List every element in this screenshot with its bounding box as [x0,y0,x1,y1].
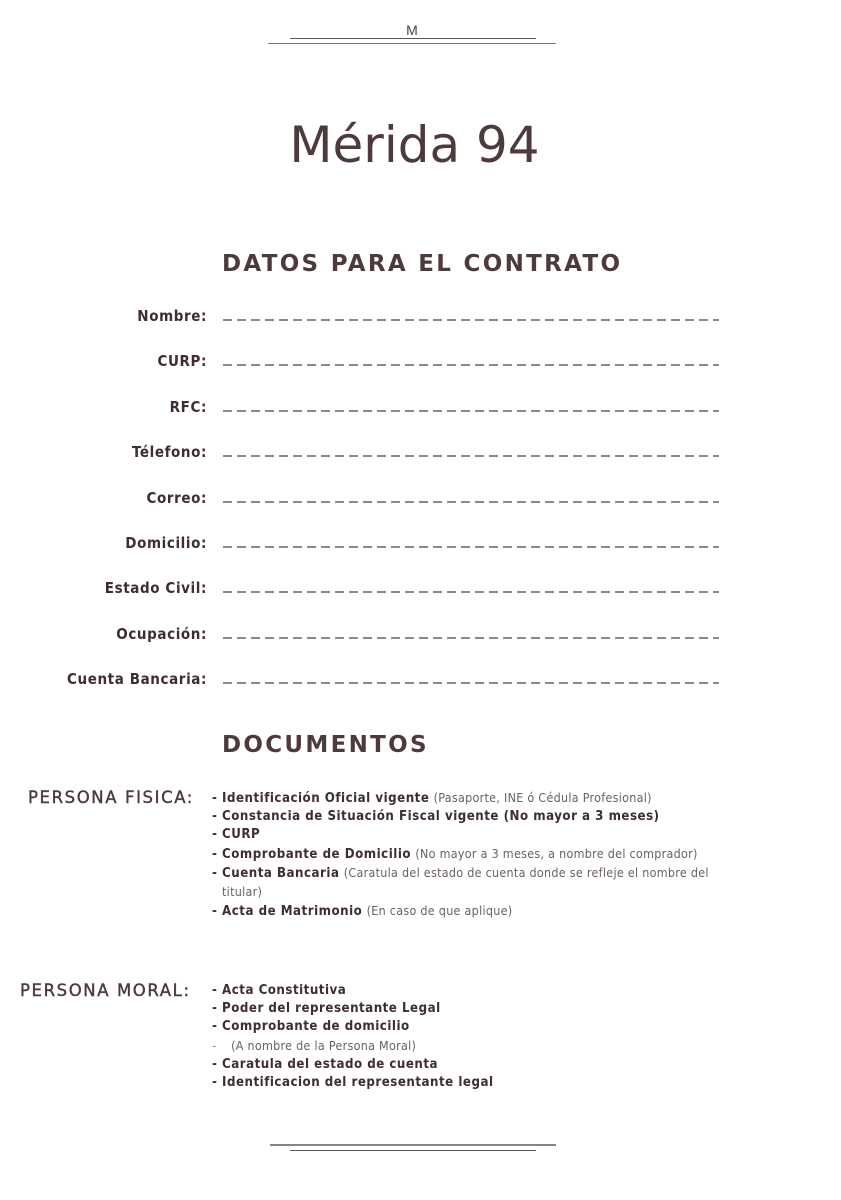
document-item [212,982,732,1000]
document-item [212,1074,732,1092]
ornament-line [290,38,536,39]
field-rfc [0,395,841,419]
field-curp [0,349,841,373]
field-label: Télefono: [132,443,207,461]
document-item [212,808,732,826]
contract-section-heading: DATOS PARA EL CONTRATO [222,251,623,277]
document-item [212,864,732,902]
document-note: (En caso de que aplique) [366,903,513,919]
field-telefono [0,440,841,464]
document-note: (A nombre de la Persona Moral) [231,1037,417,1053]
document-name: - Cuenta Bancaria [212,865,340,881]
document-item [212,789,732,808]
ornament-line [290,1150,536,1151]
bottom-ornament [270,1143,558,1155]
document-note: (No mayor a 3 meses, a nombre del comprador) [415,845,698,861]
document-item [212,1056,732,1074]
document-note: (Pasaporte, INE ó Cédula Profesional) [433,790,652,805]
cuenta-bancaria-field[interactable] [223,682,719,684]
domicilio-field[interactable] [223,546,719,548]
document-name: - CURP [212,827,261,843]
document-name: - Acta Constitutiva [212,983,347,998]
field-nombre [0,304,841,328]
rfc-field[interactable] [223,410,719,412]
document-item [212,902,732,921]
field-label: CURP: [157,352,207,370]
documents-section-heading: DOCUMENTOS [222,732,429,758]
top-ornament [268,20,556,46]
persona-moral-label: PERSONA MORAL: [20,981,191,1000]
telefono-field[interactable] [223,455,719,457]
field-label: Cuenta Bancaria: [66,670,207,688]
field-label: Ocupación: [116,625,207,643]
field-label: Nombre: [137,307,207,325]
ornament-line [270,1144,556,1146]
document-name: - Constancia de Situación Fiscal vigente (No mayor a 3 meses) [212,809,660,825]
document-name: - Identificación Oficial vigente [212,791,430,806]
field-domicilio [0,531,841,555]
field-label: Estado Civil: [104,579,207,597]
field-label: RFC: [169,398,207,416]
persona-fisica-document-list [212,789,732,921]
document-name: - Caratula del estado de cuenta [212,1056,439,1072]
document-note: (Caratula del estado de cuenta donde se refleje el nombre del titular) [222,864,709,900]
document-subnote [212,1037,732,1056]
field-label: Domicilio: [125,534,207,552]
monogram-logo: M [406,22,418,38]
persona-fisica-label: PERSONA FISICA: [28,788,194,807]
document-item [212,826,732,844]
document-name: - Comprobante de Domicilio [212,846,412,862]
document-item [212,1018,732,1036]
field-ocupacion [0,622,841,646]
ornament-line [268,43,556,44]
field-correo [0,486,841,510]
nombre-field[interactable] [223,319,719,321]
document-name: - Poder del representante Legal [212,1001,441,1017]
field-cuenta-bancaria [0,667,841,691]
persona-moral-document-list [212,982,732,1092]
page-title-text: Mérida 94 [289,116,540,174]
document-name: - Comprobante de domicilio [212,1019,410,1035]
ocupacion-field[interactable] [223,637,719,639]
page-title [0,112,841,178]
bullet-dash: - [212,1038,217,1054]
field-label: Correo: [146,489,207,507]
estado-civil-field[interactable] [223,591,719,593]
document-name: - Acta de Matrimonio [212,904,363,920]
document-item [212,845,732,864]
correo-field[interactable] [223,501,719,503]
document-item [212,1000,732,1018]
document-name: - Identificacion del representante legal [212,1075,494,1091]
field-estado-civil [0,576,841,600]
curp-field[interactable] [223,364,719,366]
